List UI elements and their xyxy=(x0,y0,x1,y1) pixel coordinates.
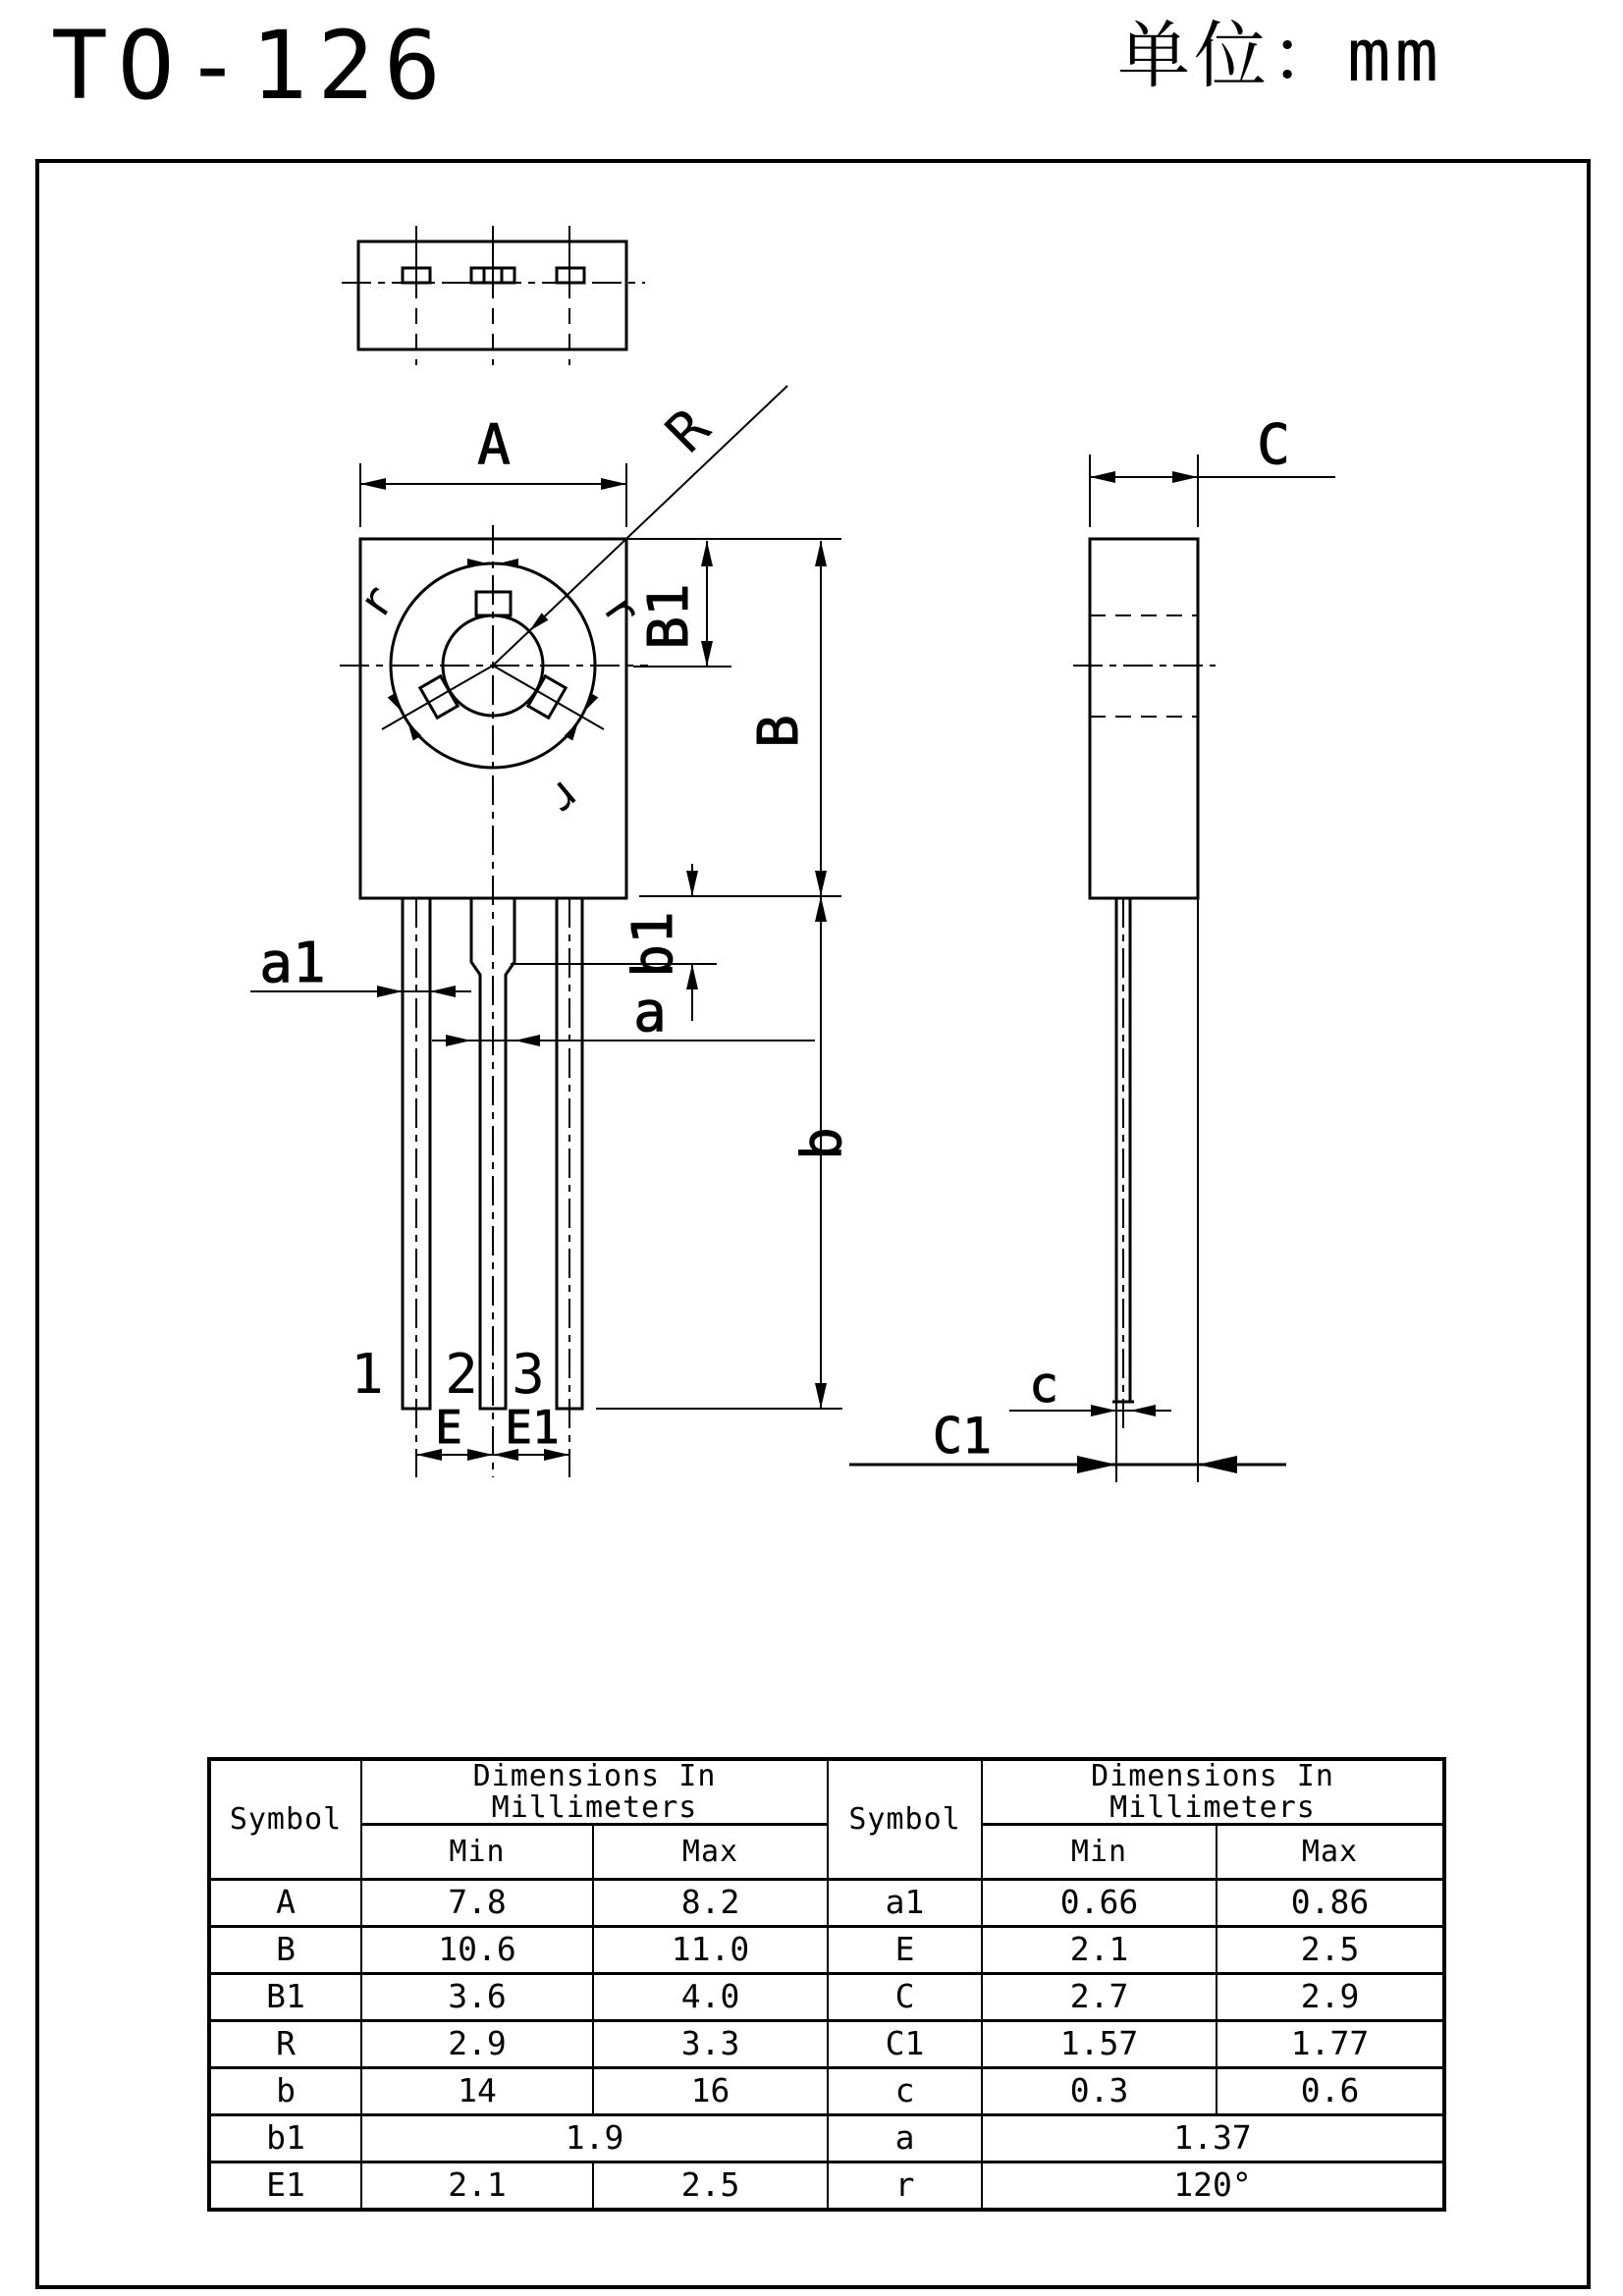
max-cell: 16 xyxy=(593,2068,828,2115)
symbol-cell: C1 xyxy=(828,2021,982,2068)
b1-arrows xyxy=(686,871,698,989)
table-row xyxy=(209,1974,1444,2021)
pin-numbers xyxy=(351,1343,545,1407)
min-cell: 3.6 xyxy=(361,1974,593,2021)
pin3-label: 3 xyxy=(512,1343,545,1407)
value-cell: 1.37 xyxy=(982,2115,1444,2163)
symbol-cell: r xyxy=(828,2163,982,2210)
min-header-right: Min xyxy=(982,1825,1217,1880)
top-view-lead-axes-hidden xyxy=(416,283,569,365)
max-cell: 8.2 xyxy=(593,1880,828,1927)
r-label-right: r xyxy=(592,582,652,636)
max-cell: 11.0 xyxy=(593,1927,828,1974)
table-row xyxy=(209,2115,1444,2163)
symbol-cell: A xyxy=(209,1880,361,1927)
r-label-left: r xyxy=(346,574,406,628)
min-cell: 14 xyxy=(361,2068,593,2115)
E1-label: E1 xyxy=(505,1401,560,1454)
b1-lines xyxy=(511,864,717,1021)
symbol-header-right: Symbol xyxy=(828,1759,982,1880)
table-row xyxy=(209,2068,1444,2115)
A-label: A xyxy=(477,413,511,477)
max-cell: 1.77 xyxy=(1217,2021,1444,2068)
table-header-row-2 xyxy=(209,1825,1444,1880)
min-cell: 2.1 xyxy=(982,1927,1217,1974)
min-cell: 10.6 xyxy=(361,1927,593,1974)
B1-label: B1 xyxy=(637,583,701,650)
a1-label: a1 xyxy=(259,932,326,995)
symbol-cell: C xyxy=(828,1974,982,2021)
A-dimension xyxy=(360,413,626,527)
c-label: c xyxy=(1028,1357,1059,1414)
value-cell: 1.9 xyxy=(361,2115,828,2163)
symbol-cell: R xyxy=(209,2021,361,2068)
symbol-cell: a1 xyxy=(828,1880,982,1927)
max-cell: 0.6 xyxy=(1217,2068,1444,2115)
min-header-left: Min xyxy=(361,1825,593,1880)
symbol-cell: a xyxy=(828,2115,982,2163)
a-label: a xyxy=(633,981,667,1044)
max-header-left: Max xyxy=(593,1825,828,1880)
max-cell: 2.9 xyxy=(1217,1974,1444,2021)
table-header-row-1 xyxy=(209,1759,1444,1825)
C1-label: C1 xyxy=(932,1408,993,1465)
symbol-header-left: Symbol xyxy=(209,1759,361,1880)
side-ext-lines xyxy=(1116,898,1198,1482)
top-view-lead-axes-solid xyxy=(416,226,569,283)
table-row xyxy=(209,2021,1444,2068)
min-cell: 1.57 xyxy=(982,2021,1217,2068)
pin1-label: 1 xyxy=(351,1343,384,1407)
side-body xyxy=(1090,539,1198,898)
r-label-bottom: r xyxy=(538,768,594,827)
max-header-right: Max xyxy=(1217,1825,1444,1880)
C-dimension xyxy=(1090,413,1335,527)
max-cell: 3.3 xyxy=(593,2021,828,2068)
b1-dimension xyxy=(511,864,717,1021)
angle-dimension xyxy=(347,559,651,827)
C-label: C xyxy=(1257,413,1290,477)
b-label: b xyxy=(790,1127,854,1160)
symbol-cell: c xyxy=(828,2068,982,2115)
pin2-label: 2 xyxy=(445,1343,478,1407)
max-cell: 2.5 xyxy=(1217,1927,1444,1974)
page-title: TO-126 xyxy=(51,11,451,121)
table-row xyxy=(209,1880,1444,1927)
a1-dimension xyxy=(250,932,471,997)
max-cell: 4.0 xyxy=(593,1974,828,2021)
value-cell: 120° xyxy=(982,2163,1444,2210)
min-cell: 7.8 xyxy=(361,1880,593,1927)
top-view xyxy=(342,226,645,365)
unit-label: 单位：mm xyxy=(1117,14,1443,98)
symbol-cell: E1 xyxy=(209,2163,361,2210)
min-cell: 2.9 xyxy=(361,2021,593,2068)
B-label: B xyxy=(747,715,811,748)
table-row xyxy=(209,1927,1444,1974)
dims-header-left: Dimensions In Millimeters xyxy=(361,1759,828,1825)
symbol-cell: b xyxy=(209,2068,361,2115)
min-cell: 2.7 xyxy=(982,1974,1217,2021)
min-cell: 2.1 xyxy=(361,2163,593,2210)
a-dimension xyxy=(432,981,815,1046)
table-row xyxy=(209,2163,1444,2210)
E-label: E xyxy=(435,1401,462,1454)
dimension-table xyxy=(207,1757,1446,2212)
min-cell: 0.3 xyxy=(982,2068,1217,2115)
c-dimension xyxy=(1009,1357,1171,1416)
B1-dimension xyxy=(626,539,841,667)
b1-label: b1 xyxy=(622,911,685,978)
C-lines xyxy=(1090,454,1335,527)
front-view xyxy=(340,525,648,1477)
R-label: R xyxy=(654,397,723,465)
max-cell: 0.86 xyxy=(1217,1880,1444,1927)
max-cell: 2.5 xyxy=(593,2163,828,2210)
symbol-cell: b1 xyxy=(209,2115,361,2163)
symbol-cell: B xyxy=(209,1927,361,1974)
side-view xyxy=(1073,539,1216,1482)
symbol-cell: B1 xyxy=(209,1974,361,2021)
min-cell: 0.66 xyxy=(982,1880,1217,1927)
symbol-cell: E xyxy=(828,1927,982,1974)
dims-header-right: Dimensions In Millimeters xyxy=(982,1759,1444,1825)
C1-dimension xyxy=(849,1408,1286,1473)
